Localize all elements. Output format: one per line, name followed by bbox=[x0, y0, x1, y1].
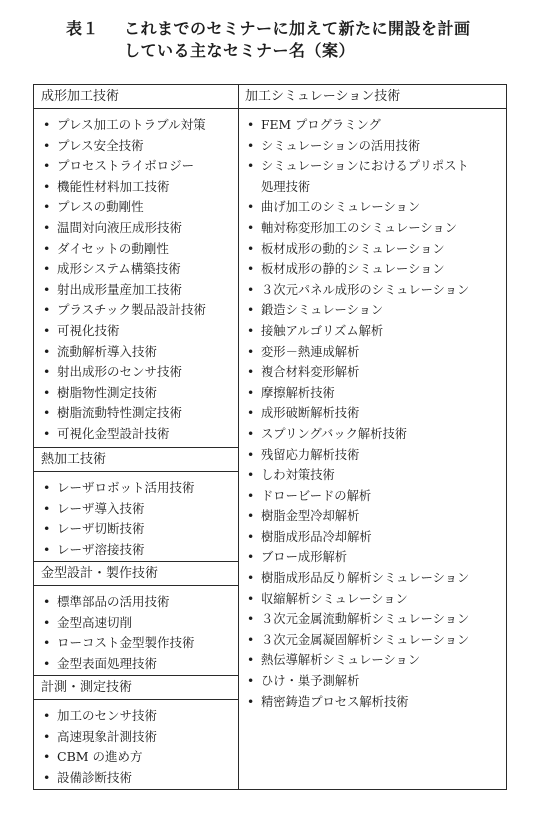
bullet-icon: • bbox=[247, 303, 255, 318]
section-header: 加工シミュレーション技術 bbox=[238, 85, 506, 109]
list-item bbox=[247, 424, 506, 445]
item-text: ブロー成形解析 bbox=[261, 550, 348, 565]
bullet-icon: • bbox=[247, 694, 255, 709]
section-header: 計測・測定技術 bbox=[34, 676, 238, 700]
list-item bbox=[43, 727, 238, 748]
list-item bbox=[247, 197, 506, 218]
item-text: プロセストライボロジー bbox=[57, 158, 195, 174]
list-item bbox=[247, 403, 506, 424]
item-text: 板材成形の静的シミュレーション bbox=[261, 262, 445, 277]
bullet-icon: • bbox=[43, 302, 51, 318]
item-text: プレスの動剛性 bbox=[57, 199, 144, 215]
item-text: 設備診断技術 bbox=[57, 769, 133, 785]
bullet-icon: • bbox=[247, 118, 255, 132]
item-text: 樹脂金型冷却解析 bbox=[261, 509, 360, 524]
list-item bbox=[247, 650, 506, 671]
bullet-icon: • bbox=[43, 343, 51, 359]
list-item bbox=[247, 465, 506, 486]
list-item bbox=[43, 424, 238, 445]
bullet-icon: • bbox=[247, 323, 255, 338]
item-text: CBM の進め方 bbox=[57, 749, 143, 765]
list-item bbox=[247, 486, 506, 507]
item-text: レーザ切断技術 bbox=[57, 521, 145, 537]
list-item bbox=[43, 280, 238, 301]
bullet-icon: • bbox=[43, 480, 51, 495]
bullet-icon: • bbox=[43, 117, 51, 132]
item-text: 金型表面処理技術 bbox=[57, 655, 158, 671]
table-number: 表１ bbox=[66, 19, 100, 38]
left-column bbox=[34, 85, 239, 789]
list-item bbox=[247, 239, 506, 260]
item-list bbox=[34, 109, 238, 445]
bullet-icon: • bbox=[43, 500, 51, 516]
bullet-icon: • bbox=[43, 594, 51, 609]
item-text: 残留応力解析技術 bbox=[261, 447, 360, 462]
list-item bbox=[43, 259, 238, 280]
list-item bbox=[43, 300, 238, 321]
item-text: 成形システム構築技術 bbox=[57, 261, 181, 277]
bullet-icon: • bbox=[247, 653, 255, 668]
caption-text-2: している主なセミナー名（案） bbox=[124, 41, 356, 60]
bullet-icon: • bbox=[43, 261, 51, 277]
bullet-icon: • bbox=[247, 344, 255, 359]
item-text: 鍛造シミュレーション bbox=[261, 303, 384, 318]
list-item bbox=[43, 239, 238, 260]
section-measurement bbox=[34, 675, 238, 792]
item-text: ドロービードの解析 bbox=[261, 488, 372, 503]
bullet-icon: • bbox=[247, 200, 255, 215]
item-text: スプリングバック解析技術 bbox=[261, 426, 408, 441]
item-text: 変形－熱連成解析 bbox=[261, 344, 360, 359]
list-item bbox=[247, 300, 506, 321]
bullet-icon: • bbox=[43, 728, 51, 744]
section-header: 成形加工技術 bbox=[34, 85, 238, 109]
bullet-icon: • bbox=[43, 281, 51, 297]
caption-text-1: これまでのセミナーに加えて新たに開設を計画 bbox=[124, 19, 471, 38]
list-item bbox=[247, 156, 506, 197]
list-item bbox=[43, 768, 238, 789]
bullet-icon: • bbox=[247, 529, 255, 544]
bullet-icon: • bbox=[247, 241, 255, 256]
list-item bbox=[43, 362, 238, 383]
bullet-icon: • bbox=[247, 385, 255, 400]
list-item bbox=[43, 499, 238, 520]
caption-line-1 bbox=[66, 18, 536, 40]
table-caption bbox=[66, 18, 536, 62]
item-text: 標準部品の活用技術 bbox=[57, 594, 170, 609]
item-text: しわ対策技術 bbox=[261, 468, 335, 483]
item-text: 射出成形量産加工技術 bbox=[57, 281, 183, 297]
item-text: 流動解析導入技術 bbox=[57, 343, 158, 359]
bullet-icon: • bbox=[43, 521, 51, 537]
item-text: 収縮解析シミュレーション bbox=[261, 591, 408, 606]
bullet-icon: • bbox=[247, 488, 255, 503]
item-text: 機能性材料加工技術 bbox=[57, 178, 170, 194]
bullet-icon: • bbox=[43, 178, 51, 194]
item-text: プレス加工のトラブル対策 bbox=[57, 117, 206, 132]
bullet-icon: • bbox=[43, 749, 51, 765]
bullet-icon: • bbox=[247, 426, 255, 441]
list-item bbox=[247, 383, 506, 404]
list-item bbox=[43, 519, 238, 540]
list-item bbox=[247, 609, 506, 630]
item-text: 曲げ加工のシミュレーション bbox=[261, 200, 421, 215]
list-item bbox=[247, 527, 506, 548]
list-item bbox=[247, 259, 506, 280]
bullet-icon: • bbox=[43, 655, 51, 671]
list-item bbox=[43, 321, 238, 342]
bullet-icon: • bbox=[247, 406, 255, 421]
list-item bbox=[43, 342, 238, 363]
list-item bbox=[247, 445, 506, 466]
item-text: プラスチック製品設計技術 bbox=[57, 302, 207, 318]
list-item bbox=[247, 547, 506, 568]
bullet-icon: • bbox=[43, 541, 51, 557]
item-text: ３次元金属流動解析シミュレーション bbox=[261, 612, 470, 627]
bullet-icon: • bbox=[247, 550, 255, 565]
item-text: 熱伝導解析シミュレーション bbox=[261, 653, 421, 668]
section-thermal bbox=[34, 447, 238, 557]
item-text: 樹脂成形品反り解析シミュレーション bbox=[261, 571, 470, 586]
list-item bbox=[43, 540, 238, 561]
item-text: レーザ導入技術 bbox=[57, 500, 145, 516]
bullet-icon: • bbox=[43, 425, 51, 441]
bullet-icon: • bbox=[43, 364, 51, 380]
item-text: ３次元パネル成形のシミュレーション bbox=[261, 282, 470, 297]
bullet-icon: • bbox=[43, 635, 51, 651]
list-item bbox=[43, 218, 238, 239]
bullet-icon: • bbox=[43, 769, 51, 785]
item-text: 加工のセンサ技術 bbox=[57, 708, 158, 723]
item-list bbox=[34, 586, 238, 674]
list-item bbox=[247, 568, 506, 589]
item-text: シミュレーションにおけるプリポスト処理技術 bbox=[261, 159, 469, 194]
list-item bbox=[43, 478, 238, 499]
bullet-icon: • bbox=[247, 571, 255, 586]
bullet-icon: • bbox=[43, 240, 51, 256]
list-item bbox=[43, 383, 238, 404]
item-text: 可視化技術 bbox=[57, 322, 120, 338]
item-text: レーザ溶接技術 bbox=[57, 541, 145, 557]
bullet-icon: • bbox=[247, 674, 255, 689]
bullet-icon: • bbox=[247, 262, 255, 277]
bullet-icon: • bbox=[247, 365, 255, 380]
right-column bbox=[238, 85, 506, 789]
bullet-icon: • bbox=[247, 612, 255, 627]
item-text: ダイセットの動剛性 bbox=[57, 240, 169, 256]
item-list bbox=[34, 472, 238, 560]
bullet-icon: • bbox=[43, 158, 51, 174]
item-text: 複合材料変形解析 bbox=[261, 365, 360, 380]
item-text: レーザロボット活用技術 bbox=[57, 480, 195, 495]
list-item bbox=[247, 136, 506, 157]
bullet-icon: • bbox=[247, 468, 255, 483]
item-text: 接触アルゴリズム解析 bbox=[261, 323, 384, 338]
item-text: 金型高速切削 bbox=[57, 614, 133, 630]
list-item bbox=[43, 115, 238, 136]
list-item bbox=[247, 280, 506, 301]
item-text: ３次元金属凝固解析シミュレーション bbox=[261, 632, 470, 647]
item-text: ローコスト金型製作技術 bbox=[57, 635, 195, 651]
item-text: FEM プログラミング bbox=[261, 118, 381, 132]
list-item bbox=[43, 403, 238, 424]
list-item bbox=[247, 506, 506, 527]
list-item bbox=[247, 589, 506, 610]
list-item bbox=[247, 342, 506, 363]
bullet-icon: • bbox=[247, 282, 255, 297]
section-header: 金型設計・製作技術 bbox=[34, 562, 238, 586]
section-forming bbox=[34, 85, 238, 447]
list-item bbox=[43, 156, 238, 177]
list-item bbox=[247, 115, 506, 136]
list-item bbox=[247, 362, 506, 383]
list-item bbox=[43, 136, 238, 157]
item-text: シミュレーションの活用技術 bbox=[261, 138, 421, 153]
item-list bbox=[34, 700, 238, 788]
list-item bbox=[43, 747, 238, 768]
bullet-icon: • bbox=[247, 632, 255, 647]
item-text: 精密鋳造プロセス解析技術 bbox=[261, 694, 409, 709]
bullet-icon: • bbox=[247, 509, 255, 524]
section-simulation bbox=[238, 85, 506, 789]
section-die-design bbox=[34, 561, 238, 671]
bullet-icon: • bbox=[43, 199, 51, 215]
list-item bbox=[43, 197, 238, 218]
seminar-table bbox=[33, 84, 507, 790]
bullet-icon: • bbox=[247, 159, 255, 174]
item-list bbox=[238, 109, 506, 712]
item-text: 摩擦解析技術 bbox=[261, 385, 335, 400]
list-item bbox=[43, 592, 238, 613]
item-text: 樹脂成形品冷却解析 bbox=[261, 529, 372, 544]
list-item bbox=[247, 630, 506, 651]
list-item bbox=[247, 218, 506, 239]
list-item bbox=[43, 177, 238, 198]
bullet-icon: • bbox=[43, 137, 51, 153]
caption-line-2 bbox=[66, 40, 536, 62]
list-item bbox=[43, 633, 238, 654]
item-text: 射出成形のセンサ技術 bbox=[57, 364, 183, 380]
item-text: 高速現象計測技術 bbox=[57, 728, 158, 744]
list-item bbox=[247, 692, 506, 713]
section-header: 熱加工技術 bbox=[34, 448, 238, 472]
item-text: 軸対称変形加工のシミュレーション bbox=[261, 220, 458, 235]
bullet-icon: • bbox=[247, 447, 255, 462]
bullet-icon: • bbox=[43, 708, 51, 723]
bullet-icon: • bbox=[43, 405, 51, 421]
item-text: 樹脂物性測定技術 bbox=[57, 384, 158, 400]
bullet-icon: • bbox=[43, 219, 51, 235]
item-text: ひけ・巣予測解析 bbox=[261, 674, 360, 689]
item-text: 可視化金型設計技術 bbox=[57, 425, 170, 441]
bullet-icon: • bbox=[43, 322, 51, 338]
item-text: 樹脂流動特性測定技術 bbox=[57, 405, 183, 421]
list-item bbox=[247, 321, 506, 342]
item-text: プレス安全技術 bbox=[57, 137, 144, 153]
bullet-icon: • bbox=[43, 384, 51, 400]
list-item bbox=[43, 613, 238, 634]
item-text: 成形破断解析技術 bbox=[261, 406, 360, 421]
item-text: 温間対向液圧成形技術 bbox=[57, 219, 183, 235]
bullet-icon: • bbox=[247, 220, 255, 235]
list-item bbox=[43, 654, 238, 675]
list-item bbox=[43, 706, 238, 727]
bullet-icon: • bbox=[247, 138, 255, 153]
item-text: 板材成形の動的シミュレーション bbox=[261, 241, 445, 256]
bullet-icon: • bbox=[43, 614, 51, 630]
bullet-icon: • bbox=[247, 591, 255, 606]
list-item bbox=[247, 671, 506, 692]
